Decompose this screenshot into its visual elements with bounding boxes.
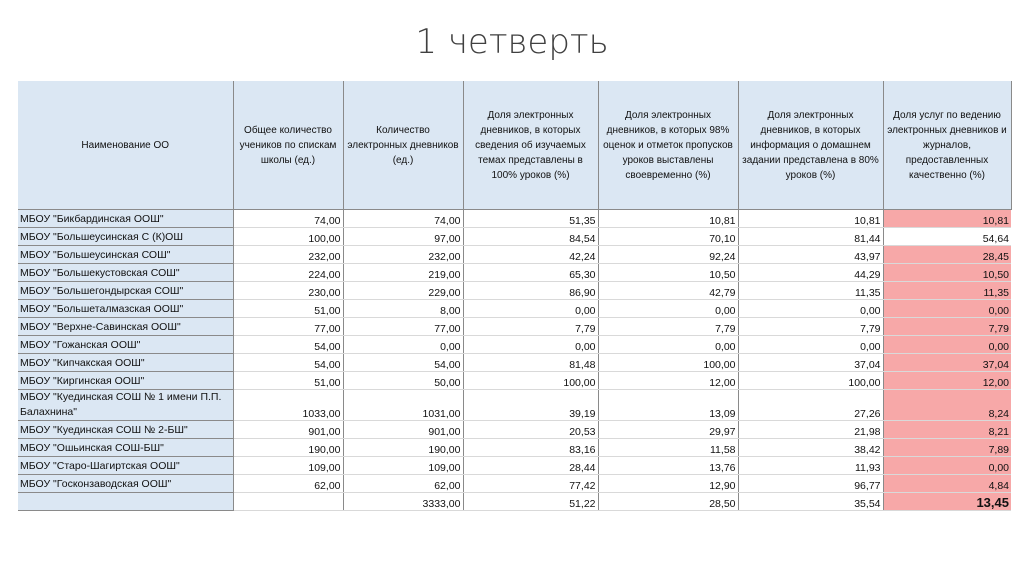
org-name-cell	[18, 336, 233, 354]
topics-cell: 86,90	[463, 282, 598, 300]
topics-cell: 28,44	[463, 457, 598, 475]
diaries-cell: 54,00	[343, 354, 463, 372]
students-cell: 901,00	[233, 421, 343, 439]
marks-cell: 12,00	[598, 372, 738, 390]
homework-cell: 0,00	[738, 300, 883, 318]
diaries-cell: 229,00	[343, 282, 463, 300]
students-cell: 230,00	[233, 282, 343, 300]
org-name: МБОУ "Куединская СОШ № 2-БШ"	[20, 424, 188, 436]
org-name: МБОУ "Большеусинская С (К)ОШ	[20, 231, 183, 243]
org-name-cell	[18, 282, 233, 300]
org-name: МБОУ "Бикбардинская ООШ"	[20, 213, 164, 225]
diaries-cell: 77,00	[343, 318, 463, 336]
marks-cell: 0,00	[598, 336, 738, 354]
org-name: МБОУ "Большекустовская СОШ"	[20, 267, 180, 279]
quality-cell: 8,24	[883, 390, 1011, 421]
org-name-cell	[18, 210, 233, 228]
table-row	[18, 336, 1011, 354]
header-quality: Доля услуг по ведению электронных дневников и журналов, предоставленных качественно (%)	[883, 81, 1011, 210]
topics-cell: 42,24	[463, 246, 598, 264]
topics-cell: 0,00	[463, 300, 598, 318]
report-table	[18, 81, 1012, 511]
org-name: МБОУ "Куединская СОШ № 1 имени П.П. Балахнина"	[20, 391, 222, 418]
homework-cell: 11,93	[738, 457, 883, 475]
org-name: МБОУ "Большеталмазская ООШ"	[20, 303, 184, 315]
marks-cell: 29,97	[598, 421, 738, 439]
students-cell: 224,00	[233, 264, 343, 282]
students-cell: 109,00	[233, 457, 343, 475]
org-name: МБОУ "Верхне-Савинская ООШ"	[20, 321, 181, 333]
homework-cell: 7,79	[738, 318, 883, 336]
totals-row	[18, 493, 1011, 511]
quality-cell: 10,81	[883, 210, 1011, 228]
topics-cell: 51,35	[463, 210, 598, 228]
table-row	[18, 475, 1011, 493]
topics-cell: 0,00	[463, 336, 598, 354]
diaries-cell: 50,00	[343, 372, 463, 390]
org-name-cell	[18, 318, 233, 336]
table-row	[18, 372, 1011, 390]
header-homework: Доля электронных дневников, в которых информация о домашнем задании представлена в 80% уроков (%)	[738, 81, 883, 210]
students-cell: 100,00	[233, 228, 343, 246]
diaries-cell: 62,00	[343, 475, 463, 493]
students-cell: 54,00	[233, 336, 343, 354]
header-students: Общее количество учеников по спискам школы (ед.)	[233, 81, 343, 210]
diaries-cell: 74,00	[343, 210, 463, 228]
students-cell: 232,00	[233, 246, 343, 264]
header-row	[18, 81, 1011, 210]
homework-cell: 37,04	[738, 354, 883, 372]
table-row	[18, 457, 1011, 475]
quality-cell: 4,84	[883, 475, 1011, 493]
quality-cell: 37,04	[883, 354, 1011, 372]
topics-cell: 84,54	[463, 228, 598, 246]
topics-cell: 65,30	[463, 264, 598, 282]
org-name-cell	[18, 439, 233, 457]
table-row	[18, 210, 1011, 228]
org-name-cell	[18, 457, 233, 475]
total-quality-cell: 13,45	[883, 493, 1011, 511]
quality-cell: 8,21	[883, 421, 1011, 439]
org-name-cell	[18, 354, 233, 372]
quality-cell: 0,00	[883, 336, 1011, 354]
marks-cell: 11,58	[598, 439, 738, 457]
header-topics: Доля электронных дневников, в которых сведения об изучаемых темах представлены в 100% уроков (%)	[463, 81, 598, 210]
total-students-cell	[233, 493, 343, 511]
org-name-cell	[18, 390, 233, 421]
homework-cell: 0,00	[738, 336, 883, 354]
topics-cell: 81,48	[463, 354, 598, 372]
org-name: МБОУ "Ошьинская СОШ-БШ"	[20, 442, 164, 454]
homework-cell: 27,26	[738, 390, 883, 421]
table-row	[18, 264, 1011, 282]
diaries-cell: 219,00	[343, 264, 463, 282]
diaries-cell: 0,00	[343, 336, 463, 354]
diaries-cell: 190,00	[343, 439, 463, 457]
quality-cell: 54,64	[883, 228, 1011, 246]
table-row	[18, 246, 1011, 264]
org-name: МБОУ "Большеусинская СОШ"	[20, 249, 171, 261]
header-marks: Доля электронных дневников, в которых 98% оценок и отметок пропусков уроков выставлены своевременно (%)	[598, 81, 738, 210]
table-row	[18, 390, 1011, 421]
org-name: МБОУ "Госконзаводская ООШ"	[20, 478, 172, 490]
topics-cell: 20,53	[463, 421, 598, 439]
homework-cell: 38,42	[738, 439, 883, 457]
total-homework-cell: 35,54	[738, 493, 883, 511]
homework-cell: 43,97	[738, 246, 883, 264]
students-cell: 54,00	[233, 354, 343, 372]
table-row	[18, 439, 1011, 457]
table-row	[18, 421, 1011, 439]
org-name: МБОУ "Гожанская ООШ"	[20, 339, 141, 351]
homework-cell: 96,77	[738, 475, 883, 493]
marks-cell: 13,09	[598, 390, 738, 421]
diaries-cell: 8,00	[343, 300, 463, 318]
marks-cell: 70,10	[598, 228, 738, 246]
total-marks-cell: 28,50	[598, 493, 738, 511]
quality-cell: 0,00	[883, 457, 1011, 475]
marks-cell: 100,00	[598, 354, 738, 372]
students-cell: 1033,00	[233, 390, 343, 421]
marks-cell: 13,76	[598, 457, 738, 475]
header-diaries: Количество электронных дневников (ед.)	[343, 81, 463, 210]
org-name-cell	[18, 246, 233, 264]
table-row	[18, 228, 1011, 246]
topics-cell: 39,19	[463, 390, 598, 421]
students-cell: 77,00	[233, 318, 343, 336]
quality-cell: 7,89	[883, 439, 1011, 457]
marks-cell: 10,81	[598, 210, 738, 228]
header-org-name: Наименование ОО	[18, 81, 233, 210]
students-cell: 74,00	[233, 210, 343, 228]
marks-cell: 7,79	[598, 318, 738, 336]
quality-cell: 12,00	[883, 372, 1011, 390]
table-row	[18, 282, 1011, 300]
students-cell: 51,00	[233, 372, 343, 390]
diaries-cell: 97,00	[343, 228, 463, 246]
students-cell: 62,00	[233, 475, 343, 493]
slide-title: 1 четверть	[415, 22, 609, 62]
homework-cell: 44,29	[738, 264, 883, 282]
quality-cell: 28,45	[883, 246, 1011, 264]
org-name: МБОУ "Кипчакская ООШ"	[20, 357, 145, 369]
topics-cell: 7,79	[463, 318, 598, 336]
marks-cell: 12,90	[598, 475, 738, 493]
students-cell: 190,00	[233, 439, 343, 457]
marks-cell: 42,79	[598, 282, 738, 300]
table-row	[18, 318, 1011, 336]
org-name-cell	[18, 264, 233, 282]
homework-cell: 10,81	[738, 210, 883, 228]
quality-cell: 7,79	[883, 318, 1011, 336]
homework-cell: 100,00	[738, 372, 883, 390]
quality-cell: 10,50	[883, 264, 1011, 282]
homework-cell: 21,98	[738, 421, 883, 439]
total-diaries-cell: 3333,00	[343, 493, 463, 511]
org-name-cell	[18, 372, 233, 390]
table-row	[18, 300, 1011, 318]
topics-cell: 77,42	[463, 475, 598, 493]
totals-label-cell	[18, 493, 233, 511]
topics-cell: 83,16	[463, 439, 598, 457]
org-name-cell	[18, 228, 233, 246]
homework-cell: 11,35	[738, 282, 883, 300]
org-name-cell	[18, 475, 233, 493]
org-name-cell	[18, 421, 233, 439]
quality-cell: 0,00	[883, 300, 1011, 318]
diaries-cell: 901,00	[343, 421, 463, 439]
table-row	[18, 354, 1011, 372]
org-name: МБОУ "Старо-Шагиртская ООШ"	[20, 460, 180, 472]
students-cell: 51,00	[233, 300, 343, 318]
total-topics-cell: 51,22	[463, 493, 598, 511]
diaries-cell: 1031,00	[343, 390, 463, 421]
org-name-cell	[18, 300, 233, 318]
org-name: МБОУ "Киргинская ООШ"	[20, 375, 145, 387]
org-name: МБОУ "Большегондырская СОШ"	[20, 285, 184, 297]
marks-cell: 92,24	[598, 246, 738, 264]
marks-cell: 0,00	[598, 300, 738, 318]
quality-cell: 11,35	[883, 282, 1011, 300]
topics-cell: 100,00	[463, 372, 598, 390]
homework-cell: 81,44	[738, 228, 883, 246]
diaries-cell: 109,00	[343, 457, 463, 475]
diaries-cell: 232,00	[343, 246, 463, 264]
marks-cell: 10,50	[598, 264, 738, 282]
